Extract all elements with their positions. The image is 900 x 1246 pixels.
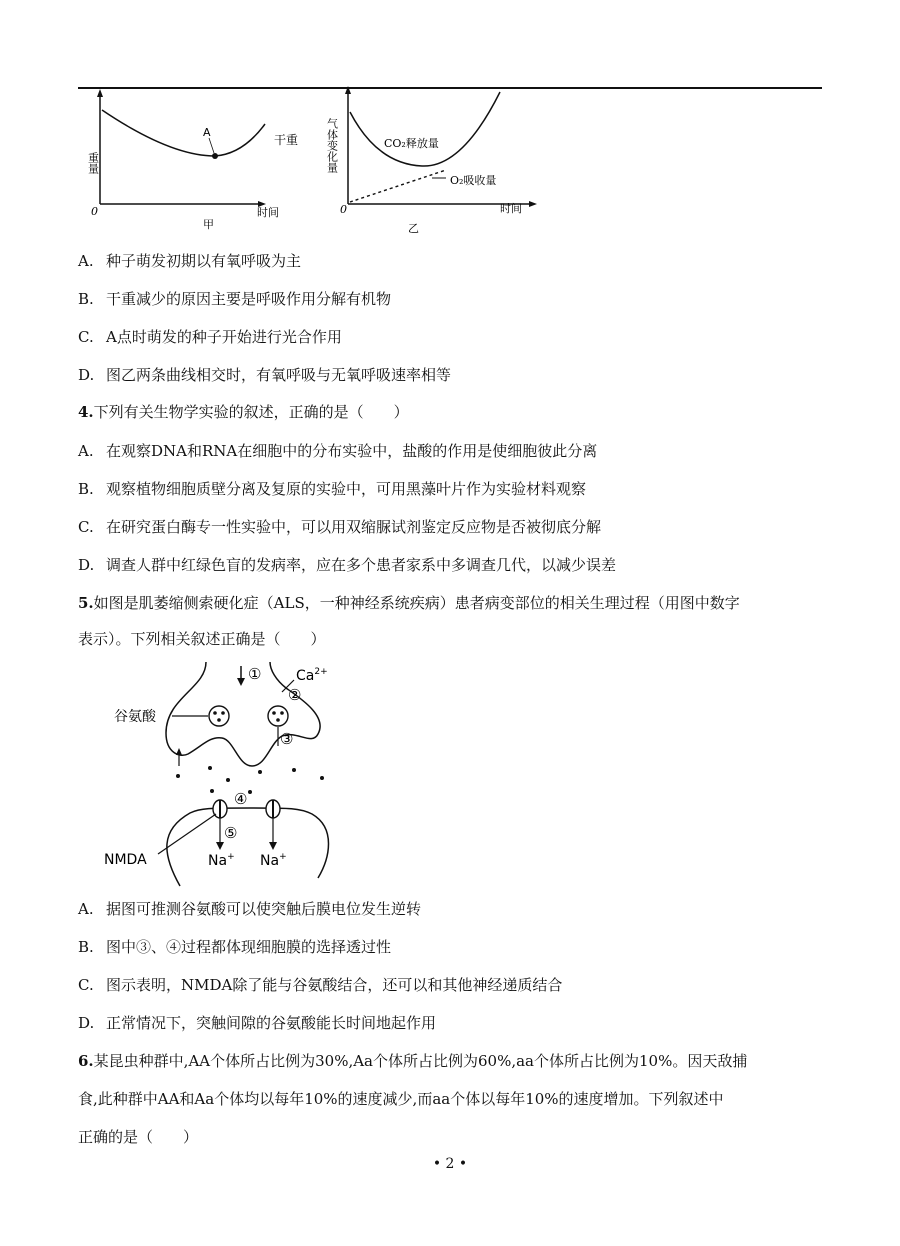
- co2-label: CO₂释放量: [384, 137, 439, 150]
- option-text: 调查人群中红绿色盲的发病率，应在多个患者家系中多调查几代，以减少误差: [106, 556, 617, 574]
- option-letter: A.: [78, 900, 94, 918]
- option-text: 正常情况下，突触间隙的谷氨酸能长时间地起作用: [106, 1014, 437, 1032]
- vesicle-right: [268, 706, 288, 726]
- co2-curve: [350, 92, 500, 166]
- option-text: 据图可推测谷氨酸可以使突触后膜电位发生逆转: [106, 900, 422, 918]
- x-label: 时间: [500, 202, 522, 215]
- option-letter: D.: [78, 366, 95, 384]
- q4-option-d: [78, 554, 616, 576]
- point-a-leader: [209, 138, 214, 153]
- option-text: 图中③、④过程都体现细胞膜的选择透过性: [106, 938, 392, 956]
- na-arrowhead-left-icon: [216, 842, 224, 850]
- option-text: 种子萌发初期以有氧呼吸为主: [106, 252, 302, 270]
- question-number: 4.: [78, 403, 94, 421]
- step-5-label: ⑤: [224, 824, 238, 842]
- option-text: 干重减少的原因主要是呼吸作用分解有机物: [106, 290, 392, 308]
- q5-option-b: [78, 936, 391, 958]
- q6-line-1: [78, 1050, 747, 1072]
- q4-stem: [78, 401, 409, 423]
- x-axis-arrow-icon: [529, 201, 537, 207]
- reuptake-arrowhead-icon: [176, 748, 182, 755]
- synapse-diagram: [100, 658, 360, 886]
- step-2-label: ②: [288, 686, 302, 704]
- question-text: 如图是肌萎缩侧索硬化症（ALS，一种神经系统疾病）患者病变部位的相关生理过程（用图中数字: [93, 594, 740, 612]
- question-text: 表示）。下列相关叙述正确是（ ）: [78, 630, 326, 648]
- na-charge: +: [279, 852, 287, 862]
- option-text: 在研究蛋白酶专一性实验中，可以用双缩脲试剂鉴定反应物是否被彻底分解: [106, 518, 602, 536]
- q3-option-a: [78, 250, 301, 272]
- na-label-right: [260, 852, 287, 869]
- o2-curve: [350, 170, 446, 202]
- option-letter: B.: [78, 290, 94, 308]
- step-3-label: ③: [280, 730, 294, 748]
- ca-charge: 2+: [314, 667, 328, 677]
- origin-label: 0: [340, 203, 347, 216]
- postsynaptic-membrane: [167, 808, 329, 886]
- q5-stem-line-1: [78, 592, 740, 614]
- ca-label: [296, 667, 328, 684]
- origin-label: 0: [91, 205, 98, 218]
- q3-option-c: [78, 326, 342, 348]
- na-text: Na: [260, 853, 280, 869]
- option-letter: C.: [78, 976, 94, 994]
- na-charge: +: [227, 852, 235, 862]
- x-label: 时间: [257, 206, 279, 219]
- caption: 乙: [408, 222, 419, 235]
- option-letter: D.: [78, 556, 95, 574]
- point-a: [212, 153, 218, 159]
- option-letter: B.: [78, 938, 94, 956]
- q4-option-a: [78, 440, 597, 462]
- q5-stem-line-2: [78, 628, 326, 650]
- step-4-label: ④: [234, 790, 248, 808]
- q5-option-c: [78, 974, 562, 996]
- q6-line-2: [78, 1088, 724, 1110]
- option-text: 观察植物细胞质壁分离及复原的实验中，可用黑藻叶片作为实验材料观察: [106, 480, 587, 498]
- y-label: 重量: [86, 152, 100, 174]
- question-text: 正确的是（ ）: [78, 1128, 199, 1146]
- question-number: 5.: [78, 594, 94, 612]
- option-letter: C.: [78, 328, 94, 346]
- question-number: 6.: [78, 1052, 94, 1070]
- nmda-label: NMDA: [104, 852, 147, 868]
- question-text: 某昆虫种群中,AA个体所占比例为30%,Aa个体所占比例为60%,aa个体所占比例为10%。因天敌捕: [93, 1052, 748, 1070]
- q4-option-b: [78, 478, 586, 500]
- ca-text: Ca: [296, 668, 315, 684]
- q4-option-c: [78, 516, 601, 538]
- q5-option-d: [78, 1012, 436, 1034]
- glutamate-label: 谷氨酸: [114, 709, 156, 725]
- point-a-label: A: [203, 126, 211, 139]
- na-arrowhead-right-icon: [269, 842, 277, 850]
- option-text: 在观察DNA和RNA在细胞中的分布实验中，盐酸的作用是使细胞彼此分离: [106, 442, 598, 460]
- vesicle-left: [209, 706, 229, 726]
- na-text: Na: [208, 853, 228, 869]
- dry-weight-curve: [102, 110, 265, 156]
- caption: 甲: [203, 218, 214, 231]
- y-label: 气体变化量: [325, 118, 339, 173]
- na-label-left: [208, 852, 235, 869]
- option-text: A点时萌发的种子开始进行光合作用: [106, 328, 342, 346]
- o2-label: O₂吸收量: [450, 174, 497, 187]
- q3-option-d: [78, 364, 451, 386]
- option-text: 图乙两条曲线相交时，有氧呼吸与无氧呼吸速率相等: [106, 366, 452, 384]
- option-letter: B.: [78, 480, 94, 498]
- curve-label: 干重: [274, 133, 299, 147]
- option-letter: C.: [78, 518, 94, 536]
- nmda-leader: [158, 814, 216, 854]
- option-letter: A.: [78, 442, 94, 460]
- y-axis-arrow-icon: [97, 89, 103, 97]
- question-text: 食,此种群中AA和Aa个体均以每年10%的速度减少,而aa个体以每年10%的速度增加。下列叙述中: [78, 1090, 724, 1108]
- option-letter: D.: [78, 1014, 95, 1032]
- graph-jia: [85, 88, 299, 233]
- option-text: 图示表明，NMDA除了能与谷氨酸结合，还可以和其他神经递质结合: [106, 976, 563, 994]
- y-axis-arrow-icon: [345, 86, 351, 94]
- page-number: • 2 •: [432, 1156, 468, 1172]
- q5-option-a: [78, 898, 421, 920]
- graph-yi: [322, 84, 552, 236]
- option-letter: A.: [78, 252, 94, 270]
- step-1-arrowhead-icon: [237, 678, 245, 686]
- q6-line-3: [78, 1126, 198, 1148]
- q3-option-b: [78, 288, 391, 310]
- question-text: 下列有关生物学实验的叙述，正确的是（ ）: [93, 403, 409, 421]
- step-1-label: ①: [248, 665, 262, 683]
